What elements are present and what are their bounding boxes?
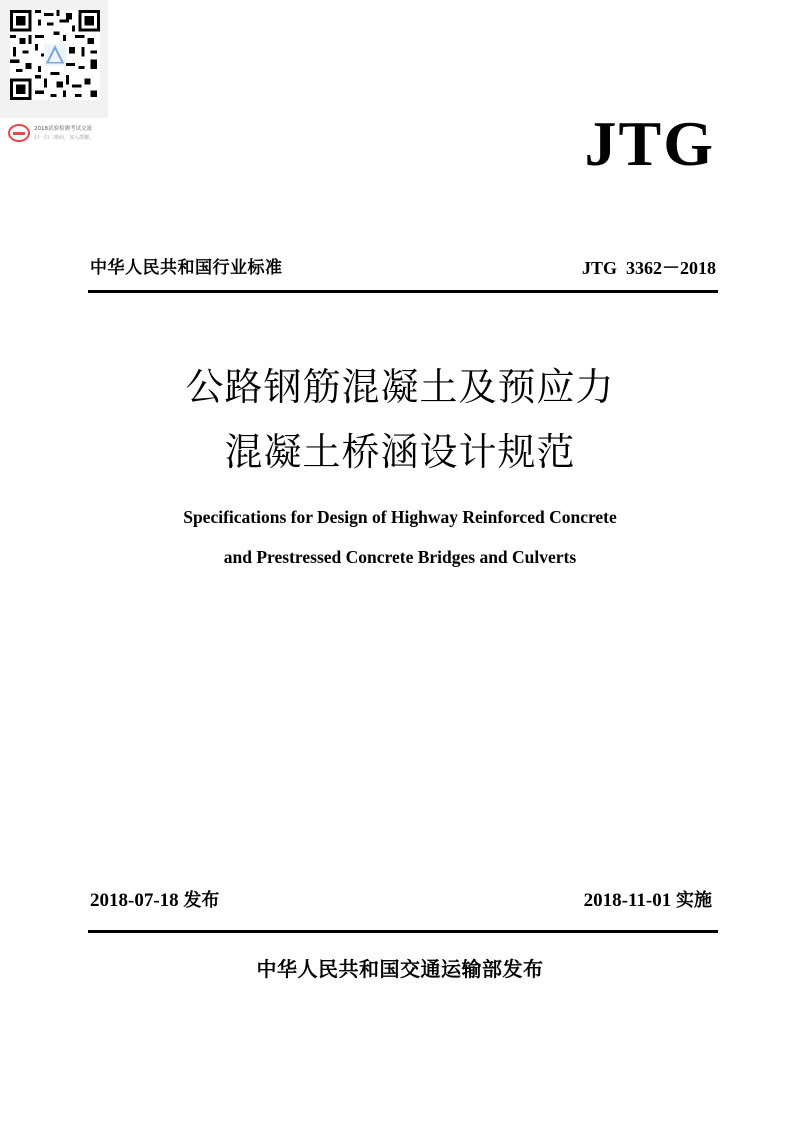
effective-date bbox=[584, 886, 712, 912]
qr-code-icon[interactable] bbox=[10, 10, 100, 100]
top-divider bbox=[88, 290, 718, 293]
issue-date bbox=[90, 886, 219, 912]
effective-date-label: 实施 bbox=[676, 890, 712, 911]
title-cn-line2: 混凝土桥涵设计规范 bbox=[224, 430, 576, 474]
issue-date-label: 发布 bbox=[183, 890, 220, 911]
series-mark: JTG bbox=[584, 108, 715, 179]
title-cn-line1: 公路钢筋混凝土及预应力 bbox=[185, 365, 615, 409]
qr-caption-title: 2018试验检测考试交流 bbox=[34, 126, 92, 132]
standard-code: JTG 3362－2018 bbox=[581, 258, 716, 278]
bottom-divider bbox=[88, 930, 718, 933]
title-en-line1: Specifications for Design of Highway Reinforced Concrete bbox=[183, 507, 617, 527]
group-logo-icon bbox=[8, 124, 30, 142]
title-en-line2: and Prestressed Concrete Bridges and Culverts bbox=[223, 547, 577, 567]
industry-standard-label: 中华人民共和国行业标准 bbox=[90, 258, 283, 278]
issue-date-value: 2018-07-18 bbox=[90, 890, 179, 911]
effective-date-value: 2018-11-01 bbox=[583, 890, 672, 911]
publisher: 中华人民共和国交通运输部发布 bbox=[256, 957, 544, 981]
qr-caption-subtitle: 扫一扫二维码，加入群聊。 bbox=[34, 135, 95, 141]
